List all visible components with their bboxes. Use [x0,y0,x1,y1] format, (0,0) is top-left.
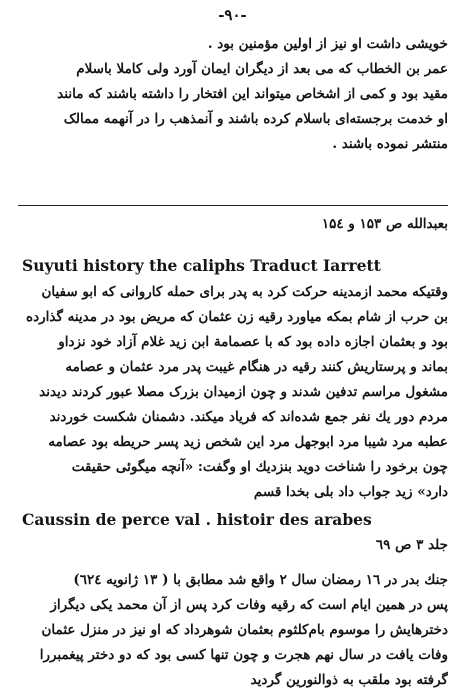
reference-line [18,533,448,558]
source-heading: Suyuti history the caliphs Traduct Iarrett [22,256,381,275]
text-line: جنك بدر در ١٦ رمضان سال ۲ واقع شد مطابق با ( ۱۳ ژانویه ٦۲٤) [73,572,448,588]
text-line: دخترهایش را موسوم بام‌کلثوم بعثمان شوهرداد که او نیز در منزل عثمان [41,622,448,638]
text-line: بود و بعثمان اجازه داده بود که با عصمامة ابن زید غلام آزاد خود نزداو [58,334,448,350]
reference-line [18,212,448,237]
reference-text: جلد ۳ ص ٦۹ [375,537,448,553]
middle-paragraph [18,280,448,505]
text-line: بماند و پرستاریش کنند رقیه در هنگام غیبت پدر مرد عثمان و عصامه [65,359,448,375]
text-line: وفات یافت در سال نهم هجرت و چون تنها کسی بود که دو دختر پیغمبررا [39,647,448,663]
reference-text: بعبدالله ص ۱۵۳ و ۱۵٤ [321,216,448,232]
text-line: پس در همین ایام است که رقیه وفات کرد پس از آن محمد یکی دیگراز [50,597,448,613]
text-line: مقید بود و کمی از اشخاص میتواند این افتخار را داشته باشند که مانند [57,86,448,102]
text-line: بن حرب از شام بمکه میاورد رقیه زن عثمان که مریض بود در مدینه گذارده [26,309,448,325]
text-line: وقتیکه محمد ازمدینه حرکت کرد به پدر برای حمله کاروانی که ابو سفیان [41,284,448,300]
section-divider [18,205,448,206]
page-number: -۹۰- [218,6,247,24]
bottom-paragraph [18,568,448,693]
text-line: منتشر نموده باشند . [332,136,448,152]
source-heading: Caussin de perce val . histoir des arabes [22,510,372,529]
text-line: مشغول مراسم تدفین شدند و چون ازمیدان بزرک مصلا عبور کردند دیدند [39,384,448,400]
text-line: او خدمت برجسته‌ای باسلام کرده باشند و آنمذهب را در آنهمه ممالک [63,111,448,127]
text-line: دارد» زید جواب داد بلی بخدا قسم [253,484,448,500]
text-line: چون برخود را شناخت دوید بنزدیك او وگفت: «آنچه میگوئی حقیقت [71,459,448,475]
top-paragraph [18,32,448,157]
text-line: خویشی داشت او نیز از اولین مؤمنین بود . [207,36,448,52]
text-line: مردم دور یك نفر جمع شده‌اند که فریاد میکند. دشمنان شکست خوردند [49,409,448,425]
text-line: عمر بن الخطاب که ‌می بعد از دیگران ایمان آورد ولی کاملا باسلام [76,61,448,77]
text-line: گرفته بود ملقب به ذوالنورین گردید [250,672,448,688]
text-line: عطبه مرد شیبا مرد ابوجهل مرد این شخص زید پسر حریطه بود عصامه [48,434,448,450]
